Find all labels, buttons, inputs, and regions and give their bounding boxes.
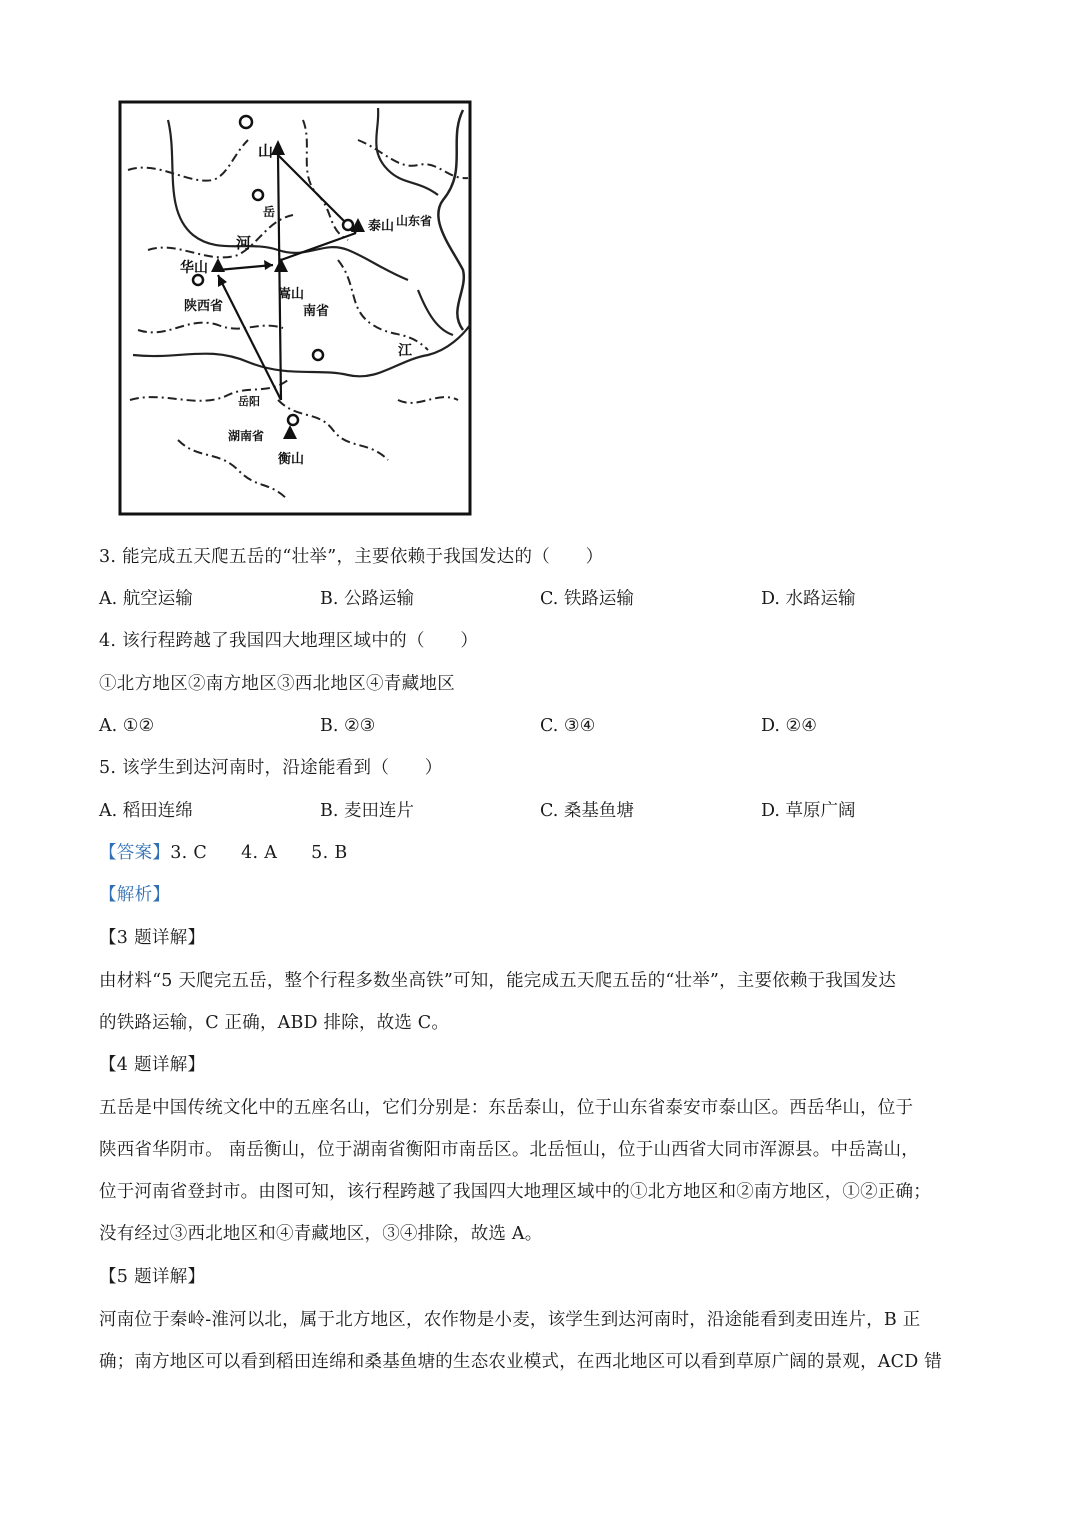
label-hengshan-south: 衡山 [278,452,305,467]
label-hengshan-north: 山 [258,142,274,160]
q3-option-d: D. 水路运输 [761,589,856,609]
city-circle [193,275,203,285]
q4-stem: 4. 该行程跨越了我国四大地理区域中的（ ） [99,631,479,651]
label-shaanxi: 陕西省 [184,299,224,314]
q5-options [99,799,999,823]
label-jiang: 江 [398,343,412,359]
answer-item: 4. A [241,843,278,863]
d3-line: 由材料“5 天爬完五岳，整个行程多数坐高铁”可知，能完成五天爬五岳的“壮举”，主要依赖于我国发达 [99,971,897,991]
city-circle [343,220,353,230]
label-songshan-side: 岳 [263,205,276,219]
label-province-mid: 南省 [303,304,330,319]
city-circle [240,116,252,128]
answer-item: 5. B [311,843,348,863]
q4-option-c: C. ③④ [540,716,596,736]
city-circle [253,190,263,200]
answer-tag: 【答案】 [99,843,171,863]
label-hunan: 湖南省 [228,429,265,443]
d3-line: 的铁路运输，C 正确，ABD 排除，故选 C。 [99,1013,450,1033]
answer-line [99,841,348,865]
city-circle [288,415,298,425]
answer-item: 3. C [170,843,208,863]
q5-option-d: D. 草原广阔 [761,801,856,821]
q4-option-d: D. ②④ [761,716,817,736]
q3-option-b: B. 公路运输 [320,589,414,609]
route-map [118,100,472,516]
q5-stem: 5. 该学生到达河南时，沿途能看到（ ） [99,758,443,778]
q4-option-a: A. ①② [99,716,155,736]
q3-options [99,587,999,611]
d4-line: 陕西省华阴市。 南岳衡山，位于湖南省衡阳市南岳区。北岳恒山，位于山西省大同市浑源县。中岳嵩山， [99,1140,919,1160]
city-circle [313,350,323,360]
q5-option-b: B. 麦田连片 [320,801,414,821]
analysis-tag: 【解析】 [99,885,171,905]
q5-option-c: C. 桑基鱼塘 [540,801,634,821]
d5-line: 确；南方地区可以看到稻田连绵和桑基鱼塘的生态农业模式，在西北地区可以看到草原广阔的景观，ACD 错 [99,1352,942,1372]
d4-line: 位于河南省登封市。由图可知，该行程跨越了我国四大地理区域中的①北方地区和②南方地区，①②正确； [99,1182,931,1202]
d5-line: 河南位于秦岭-淮河以北，属于北方地区，农作物是小麦，该学生到达河南时，沿途能看到麦田连片，B 正 [99,1310,921,1330]
d4-heading: 【4 题详解】 [99,1055,206,1075]
q4-options [99,714,999,738]
q3-option-c: C. 铁路运输 [540,589,634,609]
label-huashan: 华山 [180,260,208,276]
q3-option-a: A. 航空运输 [99,589,193,609]
d3-heading: 【3 题详解】 [99,928,206,948]
label-taishan: 泰山 [368,219,395,234]
d4-paragraph [99,1087,983,1255]
d3-paragraph [99,960,983,1044]
label-shandong: 山东省 [396,214,433,228]
q5-option-a: A. 稻田连绵 [99,801,193,821]
label-yueyang: 岳阳 [238,395,260,408]
label-henan: 河 [236,234,252,252]
route-map-svg [118,100,472,516]
q3-stem: 3. 能完成五天爬五岳的“壮举”，主要依赖于我国发达的（ ） [99,547,604,567]
d5-paragraph [99,1299,983,1383]
d4-line: 没有经过③西北地区和④青藏地区，③④排除，故选 A。 [99,1224,543,1244]
q4-sub: ①北方地区②南方地区③西北地区④青藏地区 [99,674,455,694]
q4-option-b: B. ②③ [320,716,376,736]
label-songshan: 嵩山 [278,287,305,302]
d5-heading: 【5 题详解】 [99,1267,206,1287]
d4-line: 五岳是中国传统文化中的五座名山，它们分别是：东岳泰山，位于山东省泰安市泰山区。西岳华山，位于 [99,1098,914,1118]
